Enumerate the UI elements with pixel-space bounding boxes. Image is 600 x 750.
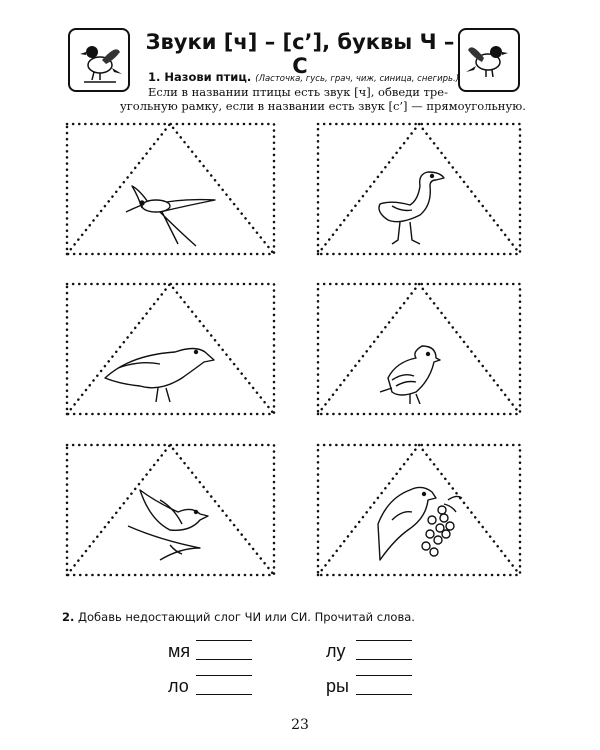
task2-number: 2.	[62, 610, 75, 624]
card-1-triangle-frame[interactable]	[67, 124, 274, 254]
page-title: Звуки [ч] – [с’], буквы Ч – С	[145, 30, 455, 78]
word-4: ры	[326, 676, 349, 696]
word-1: мя	[168, 641, 191, 661]
card-1-rect-frame[interactable]	[67, 124, 274, 254]
goose-icon	[379, 172, 444, 244]
word-2: лу	[326, 641, 346, 661]
task1-instruction-line3: угольную рамку, если в названии есть звук [с’] — прямоугольную.	[120, 99, 526, 113]
rook-icon	[105, 349, 214, 403]
blank-3b[interactable]	[196, 694, 252, 695]
task1-instruction-line2: Если в названии птицы есть звук [ч], обведи тре-	[148, 85, 448, 99]
siskin-icon	[380, 346, 440, 404]
blank-3a[interactable]	[196, 675, 252, 676]
page-number: 23	[291, 717, 309, 733]
task1-prompt-text: 1. Назови птиц.	[148, 70, 252, 84]
blank-2a[interactable]	[356, 640, 412, 641]
task2-instruction	[62, 610, 415, 624]
blank-4b[interactable]	[356, 694, 412, 695]
card-3-triangle-frame[interactable]	[67, 284, 274, 414]
word-3: ло	[168, 676, 189, 696]
task1-bird-names: (Ласточка, гусь, грач, чиж, синица, снегирь.)	[255, 74, 460, 84]
blank-4a[interactable]	[356, 675, 412, 676]
bullfinch-icon	[378, 487, 462, 560]
task2-text: Добавь недостающий слог ЧИ или СИ. Прочитай слова.	[78, 610, 415, 624]
blank-2b[interactable]	[356, 659, 412, 660]
swallow-icon	[126, 186, 215, 246]
tit-icon	[128, 490, 208, 560]
blank-1b[interactable]	[196, 659, 252, 660]
blank-1a[interactable]	[196, 640, 252, 641]
card-3-rect-frame[interactable]	[67, 284, 274, 414]
